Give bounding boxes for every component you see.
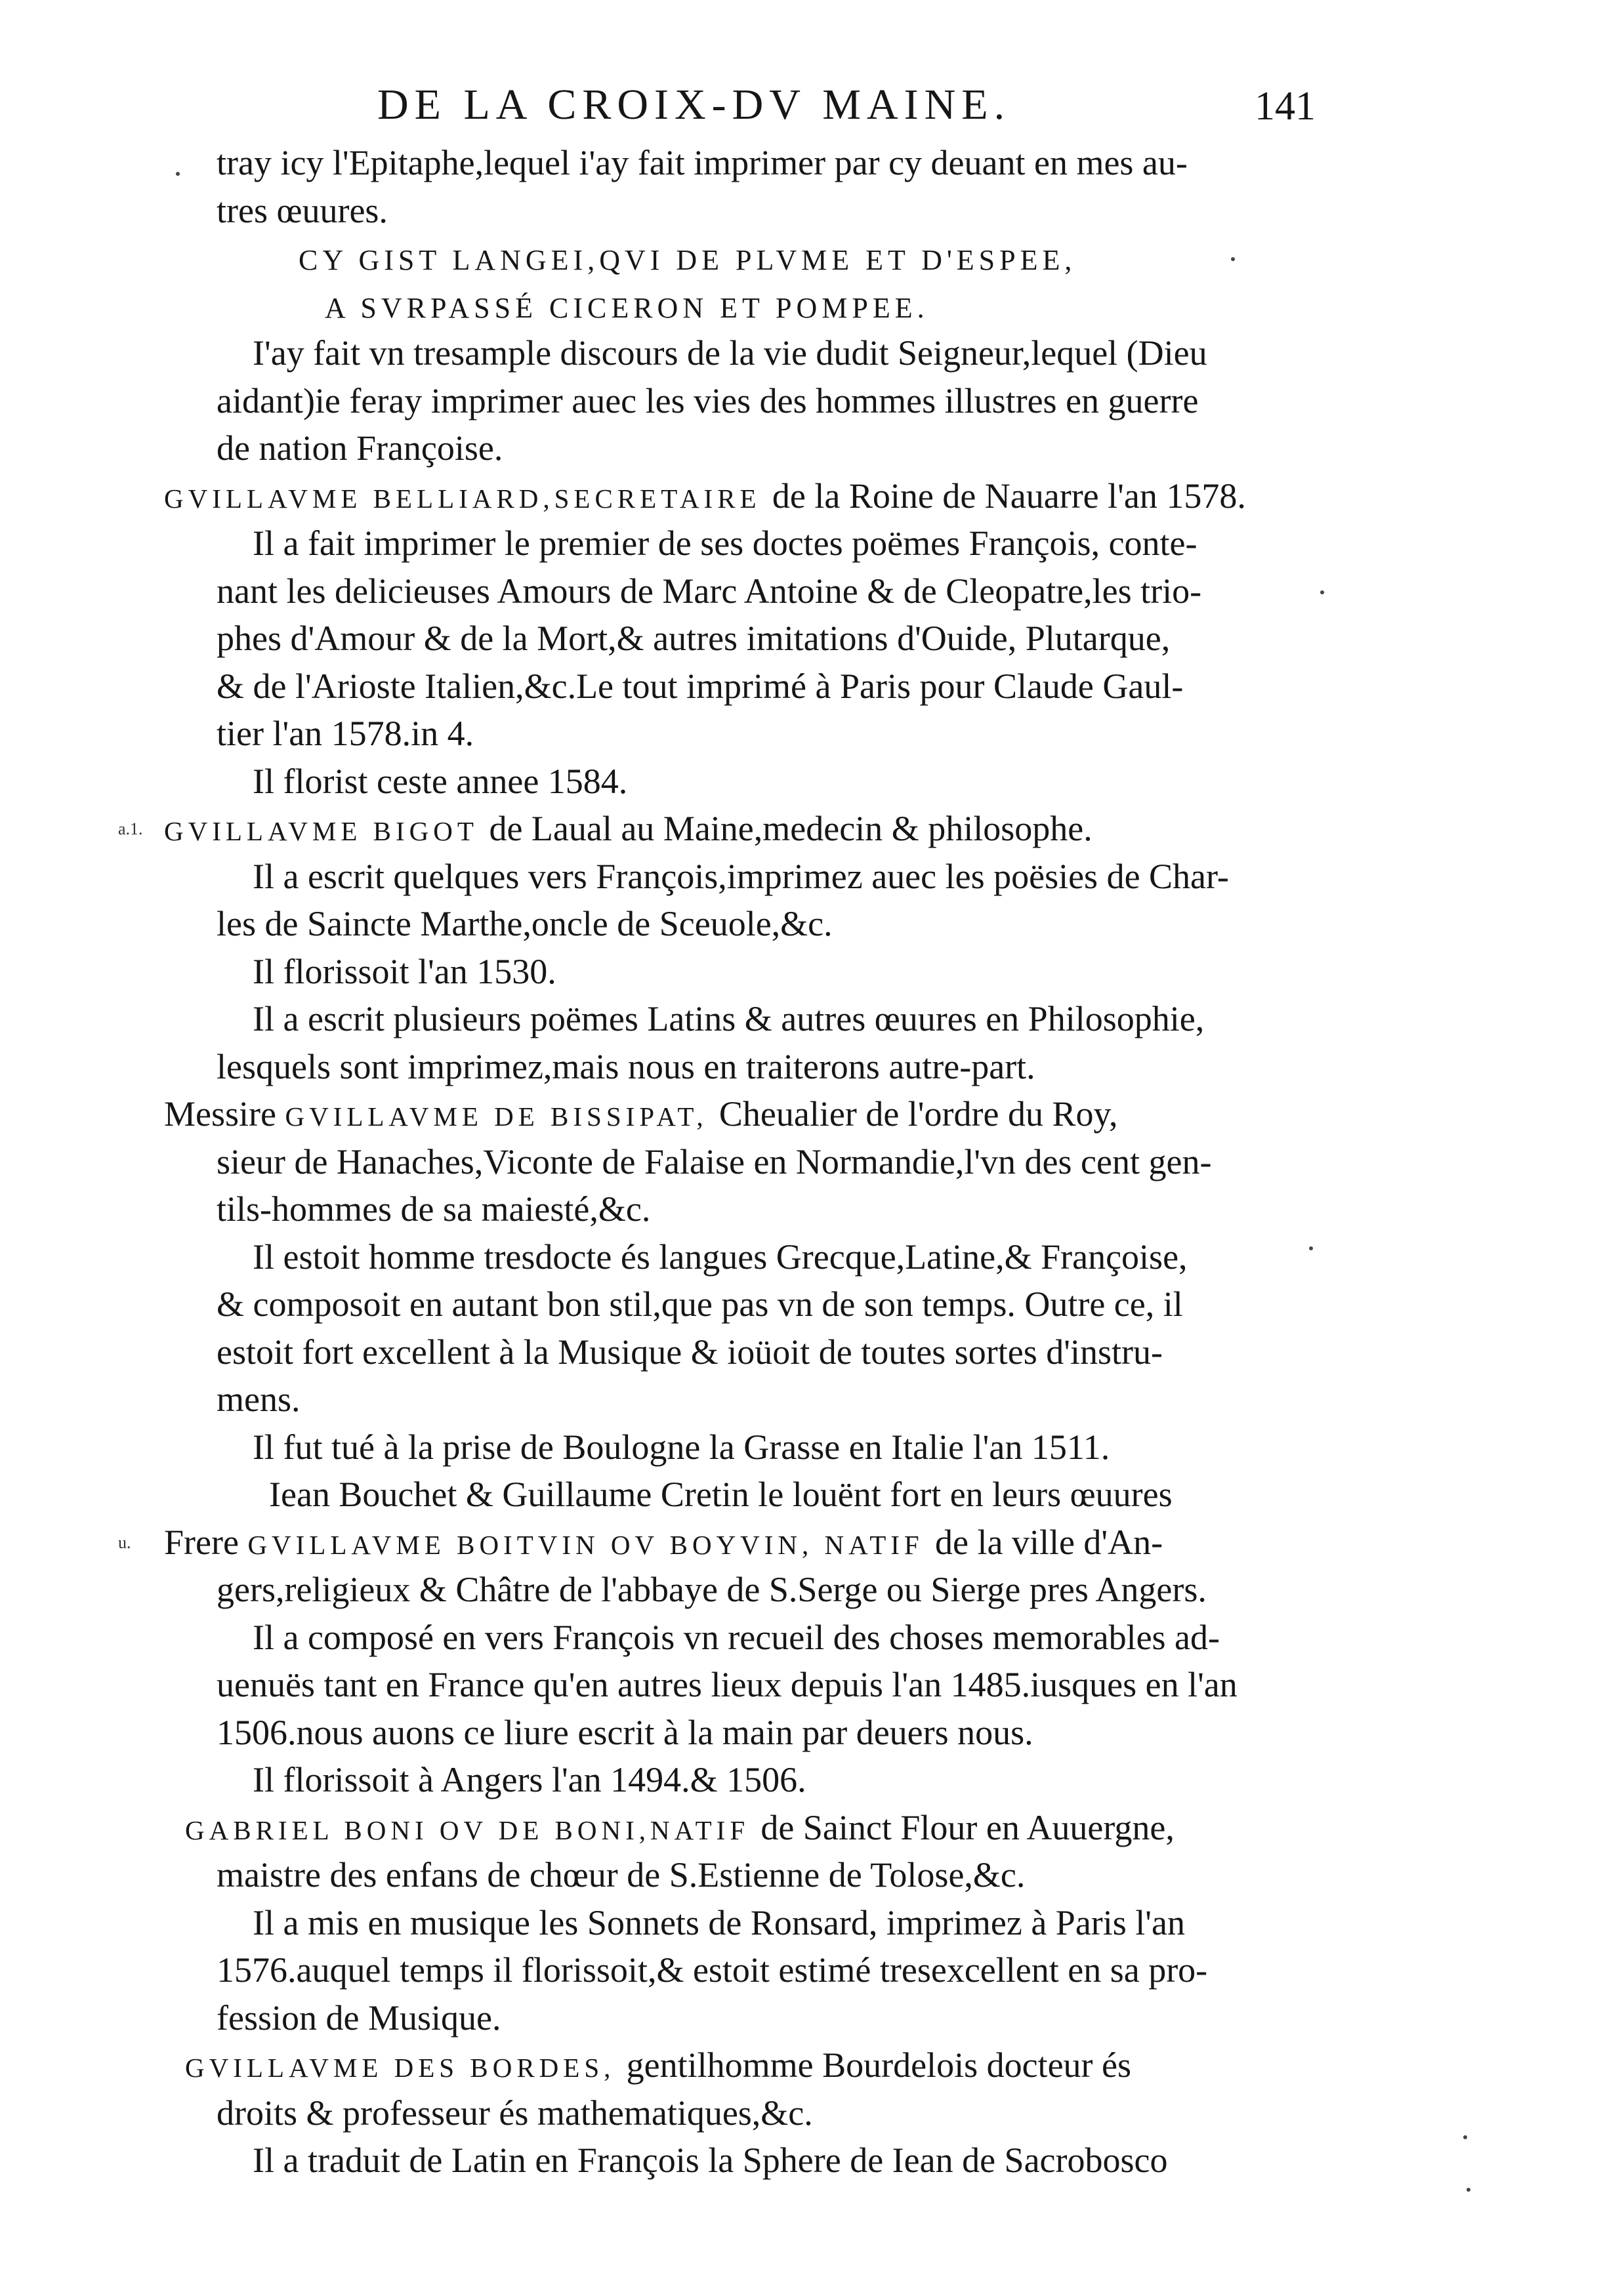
ink-speck <box>1231 257 1235 261</box>
line-text: CY GIST LANGEI,QVI DE PLVME ET D'ESPEE, <box>299 244 1077 276</box>
text-line <box>164 805 1339 853</box>
word: DES <box>394 2053 470 2083</box>
text-line <box>164 472 1339 520</box>
word: BONI,NATIF <box>554 1814 761 1845</box>
line-text: Il a traduit de Latin en François la Sphere de Iean de Sacrobosco <box>253 2141 1168 2180</box>
word: de <box>489 809 531 848</box>
line-text: tils-hommes de sa maiesté,&c. <box>217 1189 651 1229</box>
text-line <box>164 282 1339 330</box>
text-line <box>164 1994 1339 2042</box>
line-text: 1506.nous auons ce liure escrit à la main par deuers nous. <box>217 1712 1033 1752</box>
word: d'An- <box>1083 1522 1163 1562</box>
line-text: tray icy l'Epitaphe,lequel i'ay fait imprimer par cy deuant en mes au- <box>217 143 1188 182</box>
word: Laual <box>531 809 621 848</box>
word: 1578. <box>1166 476 1246 516</box>
text-line <box>164 663 1339 710</box>
word: Cheualier <box>718 1094 866 1134</box>
text-line <box>164 1804 1339 1852</box>
line-text: sieur de Hanaches,Viconte de Falaise en Normandie,l'vn des cent gen- <box>217 1141 1212 1181</box>
word: de <box>942 476 985 516</box>
text-line <box>164 2089 1339 2137</box>
line-text: de nation Françoise. <box>217 428 503 468</box>
line-text: fession de Musique. <box>217 1998 501 2038</box>
word: l'an <box>1108 476 1167 516</box>
line-text: uenuës tant en France qu'en autres lieux depuis l'an 1485.iusques en l'an <box>217 1665 1238 1704</box>
word: Maine,medecin <box>663 809 892 848</box>
word: & <box>891 809 928 848</box>
text-line <box>164 615 1339 663</box>
word: GVILLAVME <box>164 816 373 846</box>
word: Roine <box>848 476 943 516</box>
text-line <box>164 1424 1339 1471</box>
line-text: tier l'an 1578.in 4. <box>217 714 474 753</box>
word: ville <box>1011 1522 1084 1562</box>
text-line <box>164 758 1339 806</box>
word: de <box>760 1807 803 1847</box>
text-line <box>164 1661 1339 1709</box>
word: BOITVIN <box>457 1529 611 1560</box>
line-text <box>164 809 1093 848</box>
word: OV <box>439 1814 499 1845</box>
line-text: maistre des enfans de chœur de S.Estienne de Tolose,&c. <box>217 1855 1026 1895</box>
word: de <box>865 1094 908 1134</box>
line-text: 1576.auquel temps il florissoit,& estoit estimé tresexcellent en sa pro- <box>217 1950 1208 1990</box>
ink-speck <box>1467 2188 1470 2192</box>
text-line <box>164 1138 1339 1186</box>
line-text: & composoit en autant bon stil,que pas vn de son temps. Outre ce, il <box>217 1284 1183 1324</box>
text-line <box>164 2137 1339 2184</box>
text-line <box>164 900 1339 948</box>
line-text: Il florissoit à Angers l'an 1494.& 1506. <box>253 1760 806 1799</box>
line-text: tres œuures. <box>217 190 388 230</box>
margin-note: u. <box>118 1532 131 1552</box>
line-text: nant les delicieuses Amours de Marc Antoine & de Cleopatre,les trio- <box>217 571 1202 611</box>
text-line <box>164 1090 1339 1138</box>
text-line <box>164 1328 1339 1376</box>
word: la <box>814 476 849 516</box>
text-line <box>164 948 1339 996</box>
text-line <box>164 995 1339 1043</box>
line-text: & de l'Arioste Italien,&c.Le tout imprimé à Paris pour Claude Gaul- <box>217 666 1184 706</box>
line-text: I'ay fait vn tresample discours de la vie dudit Seigneur,lequel (Dieu <box>253 333 1207 373</box>
line-text: Il florist ceste annee 1584. <box>253 761 628 801</box>
word: GVILLAVME <box>247 1529 457 1560</box>
word: gentilhomme <box>626 2045 823 2085</box>
line-text: aidant)ie feray imprimer auec les vies des hommes illustres en guerre <box>217 380 1199 420</box>
line-text: Il fut tué à la prise de Boulogne la Grasse en Italie l'an 1511. <box>253 1427 1110 1467</box>
text-line <box>164 853 1339 901</box>
text-line <box>164 234 1339 282</box>
word: GVILLAVME <box>285 1101 495 1132</box>
ink-speck <box>1320 590 1324 594</box>
word: DE <box>498 1814 555 1845</box>
word: Messire <box>164 1094 285 1134</box>
text-line <box>164 1756 1339 1804</box>
word: BIGOT <box>373 816 489 846</box>
word: GABRIEL <box>185 1814 344 1845</box>
word: BONI <box>344 1814 440 1845</box>
word: Nauarre <box>984 476 1108 516</box>
word: Bourdelois <box>822 2045 987 2085</box>
text-line <box>164 187 1339 235</box>
text-line <box>164 1281 1339 1328</box>
text-line <box>164 1614 1339 1662</box>
word: philosophe. <box>928 809 1093 848</box>
word: Auuergne, <box>1026 1807 1175 1847</box>
line-text: Il florissoit l'an 1530. <box>253 951 556 991</box>
word: Flour <box>900 1807 986 1847</box>
line-text: phes d'Amour & de la Mort,& autres imitations d'Ouide, Plutarque, <box>217 619 1171 658</box>
text-line <box>164 1233 1339 1281</box>
page-number: 141 <box>1255 84 1316 129</box>
text-line <box>164 1185 1339 1233</box>
margin-note: a.1. <box>118 819 143 838</box>
word: OV <box>610 1529 670 1560</box>
text-line <box>164 377 1339 425</box>
word: de <box>772 476 815 516</box>
running-title: DE LA CROIX-DV MAINE. <box>377 81 1011 129</box>
word: Sainct <box>802 1807 901 1847</box>
word: GVILLAVME <box>185 2053 394 2083</box>
running-head <box>377 75 1316 134</box>
line-text: droits & professeur és mathematiques,&c. <box>217 2093 813 2133</box>
line-text: lesquels sont imprimez,mais nous en traiterons autre-part. <box>217 1046 1035 1086</box>
line-text <box>185 1808 1175 1847</box>
text-line <box>164 139 1339 187</box>
text-line <box>164 1043 1339 1091</box>
line-text: mens. <box>217 1380 301 1419</box>
line-text: Il estoit homme tresdocte és langues Grecque,Latine,& Françoise, <box>253 1237 1188 1277</box>
word: la <box>977 1522 1012 1562</box>
word: de <box>934 1522 978 1562</box>
line-text: Il a escrit quelques vers François,imprimez auec les poësies de Char- <box>253 856 1229 896</box>
line-text <box>164 1523 1163 1562</box>
word: BELLIARD,SECRETAIRE <box>373 483 772 514</box>
body-text <box>118 139 1339 2184</box>
word: DE <box>494 1101 551 1132</box>
line-text: Il a fait imprimer le premier de ses doctes poëmes François, conte- <box>253 523 1197 563</box>
text-line <box>164 1519 1339 1567</box>
line-text: Il a escrit plusieurs poëmes Latins & autres œuures en Philosophie, <box>253 999 1205 1038</box>
text-line <box>164 1376 1339 1424</box>
word: BORDES, <box>470 2053 627 2083</box>
ink-speck <box>176 172 180 176</box>
line-text: A SVRPASSÉ CICERON ET POMPEE. <box>325 291 929 324</box>
word: Frere <box>164 1522 248 1562</box>
word: GVILLAVME <box>164 483 373 514</box>
line-text: les de Saincte Marthe,oncle de Sceuole,&c. <box>217 904 833 943</box>
word: BISSIPAT, <box>551 1101 719 1132</box>
text-line <box>164 1566 1339 1614</box>
line-text: gers,religieux & Châtre de l'abbaye de S.Serge ou Sierge pres Angers. <box>217 1570 1207 1609</box>
ink-speck <box>1463 2135 1467 2139</box>
text-line <box>164 1709 1339 1757</box>
text-line <box>164 2041 1339 2089</box>
line-text <box>164 476 1246 516</box>
text-line <box>164 710 1339 758</box>
word: du <box>1007 1094 1052 1134</box>
word: l'ordre <box>907 1094 1008 1134</box>
line-text: Il a mis en musique les Sonnets de Ronsard, imprimez à Paris l'an <box>253 1902 1185 1942</box>
word: NATIF <box>824 1529 935 1560</box>
text-line <box>164 1471 1339 1519</box>
text-line <box>164 520 1339 567</box>
text-line <box>164 1899 1339 1947</box>
line-text <box>185 2045 1131 2085</box>
word: és <box>1102 2045 1131 2085</box>
text-line <box>164 1851 1339 1899</box>
line-text: estoit fort excellent à la Musique & ioüoit de toutes sortes d'instru- <box>217 1332 1163 1372</box>
word: docteur <box>986 2045 1102 2085</box>
text-line <box>164 329 1339 377</box>
word: BOYVIN, <box>669 1529 825 1560</box>
line-text <box>164 1094 1117 1134</box>
ink-speck <box>1309 1246 1313 1250</box>
line-text: Iean Bouchet & Guillaume Cretin le louënt fort en leurs œuures <box>269 1475 1173 1514</box>
word: en <box>986 1807 1027 1847</box>
word: au <box>621 809 663 848</box>
text-line <box>164 424 1339 472</box>
line-text: Il a composé en vers François vn recueil des choses memorables ad- <box>253 1617 1220 1657</box>
word: Roy, <box>1052 1094 1118 1134</box>
text-line <box>164 567 1339 615</box>
text-line <box>164 1946 1339 1994</box>
